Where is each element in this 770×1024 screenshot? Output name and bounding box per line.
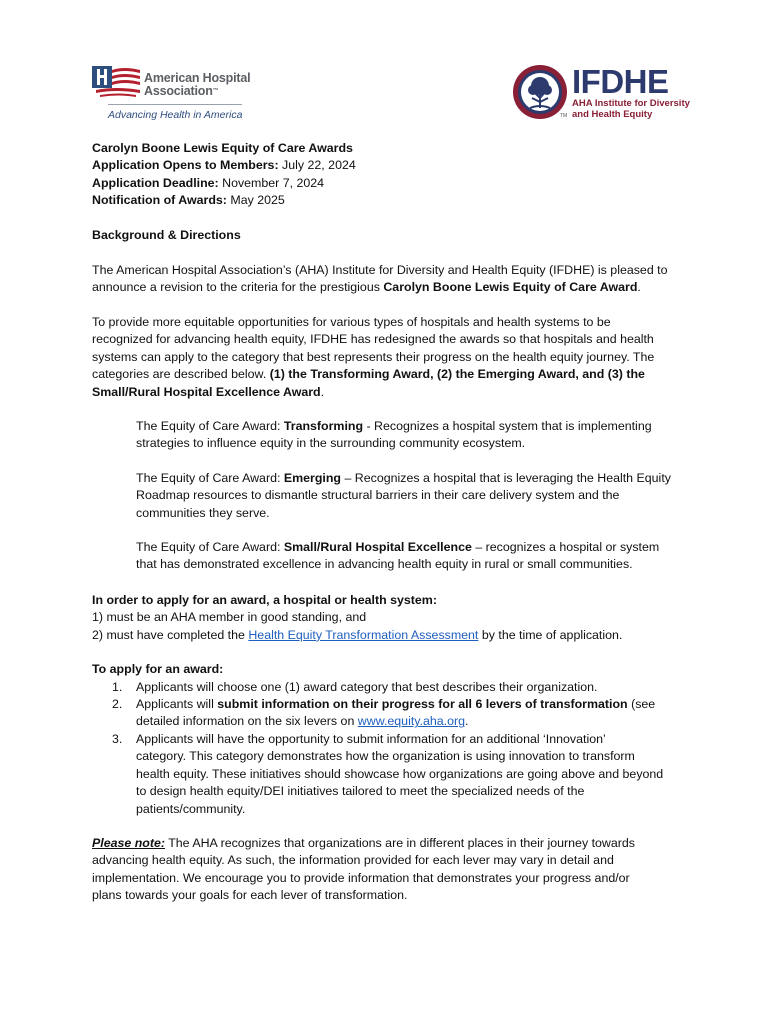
eligibility-item-2-text: 2) must have completed the <box>92 627 245 642</box>
eligibility-item-2 <box>92 627 692 644</box>
category-small-rural <box>136 539 676 574</box>
please-note-paragraph <box>92 835 692 905</box>
eligibility-item-2-tail: by the time of application. <box>481 627 623 642</box>
background-paragraph-2 <box>92 314 692 401</box>
apply-item-1-number: 1. <box>112 680 123 694</box>
apply-item-2-see: (see <box>631 697 656 711</box>
notification-of-awards <box>92 192 285 209</box>
transforming-prefix: The Equity of Care Award: <box>136 419 281 433</box>
category-emerging <box>136 470 676 522</box>
small-rural-name: Small/Rural Hospital Excellence <box>283 540 472 554</box>
aha-logo <box>92 62 252 124</box>
aha-h-flag-icon <box>92 64 142 98</box>
emerging-line1 <box>136 470 676 487</box>
background-heading: Background & Directions <box>92 228 241 242</box>
emerging-prefix: The Equity of Care Award: <box>136 471 281 485</box>
ifdhe-subtitle <box>572 98 690 120</box>
apply-item-3 <box>112 731 692 818</box>
p2-categories-list: (1) the Transforming Award, (2) the Emerging Award, and (3) the <box>269 367 645 382</box>
p2-small-rural-award: Small/Rural Hospital Excellence Award <box>92 384 321 399</box>
p2-line4-text: categories are described below. <box>92 367 267 382</box>
apply-item-2-period: . <box>465 714 469 729</box>
aha-trademark: ™ <box>212 88 219 94</box>
transforming-name: Transforming <box>283 419 364 433</box>
aha-divider <box>108 104 242 105</box>
p1-line1: The American Hospital Association’s (AHA) Institute for Diversity and Health Equity (IFDHE) is pleased to <box>92 263 668 277</box>
ifdhe-logo <box>512 64 692 124</box>
emerging-line2: Roadmap resources to dismantle structural barriers in their care delivery system and the <box>136 488 620 503</box>
tree-seal-icon <box>512 64 568 120</box>
equity-website-link[interactable]: www.equity.aha.org <box>357 714 466 729</box>
apply-item-3-line4: to design health equity/DEI initiatives tailored to meet the specialized needs of the <box>136 784 585 799</box>
deadline-label: Application Deadline: <box>92 176 219 190</box>
note-line1-text: The AHA recognizes that organizations are in different places in their journey towards <box>168 836 635 850</box>
p1-period: . <box>637 280 641 295</box>
eligibility-section <box>92 592 692 644</box>
apply-item-2-line2 <box>136 713 672 730</box>
aha-name-line2: Association <box>144 84 213 98</box>
deadline-value: November 7, 2024 <box>222 176 325 190</box>
p1-line2 <box>92 279 692 296</box>
ifdhe-subtitle-line1: AHA Institute for Diversity <box>572 98 690 109</box>
small-rural-prefix: The Equity of Care Award: <box>136 540 281 554</box>
award-title: Carolyn Boone Lewis Equity of Care Awards <box>92 141 353 155</box>
small-rural-line2: that has demonstrated excellence in advancing health equity in rural or small communities. <box>136 557 633 572</box>
note-line2: advancing health equity. As such, the information provided for each lever may vary in detail and <box>92 853 614 868</box>
p2-period: . <box>320 384 325 399</box>
p1-award-name: Carolyn Boone Lewis Equity of Care Award <box>383 280 638 295</box>
apply-item-2-detail: detailed information on the six levers on <box>136 714 355 729</box>
apply-item-2-number: 2. <box>112 697 123 711</box>
p2-line5 <box>92 384 692 401</box>
small-rural-line1 <box>136 539 676 556</box>
p2-line3: systems can apply to the category that best represents their progress on the health equity journey. The <box>92 349 655 364</box>
emerging-line3: communities they serve. <box>136 505 270 520</box>
category-transforming <box>136 418 676 453</box>
eligibility-item-1: 1) must be an AHA member in good standing, and <box>92 610 367 625</box>
p2-line1: To provide more equitable opportunities for various types of hospitals and health systems to be <box>92 315 611 329</box>
apply-heading: To apply for an award: <box>92 662 224 676</box>
ifdhe-trademark: TM <box>560 113 568 119</box>
notification-label: Notification of Awards: <box>92 193 227 207</box>
transforming-line1 <box>136 418 676 435</box>
apply-item-3-line3: health equity. These initiatives should showcase how organizations are going above and beyond <box>136 766 664 781</box>
transforming-desc: - Recognizes a hospital system that is implementing <box>366 419 652 433</box>
opens-value: July 22, 2024 <box>282 158 356 172</box>
emerging-desc: – Recognizes a hospital that is leveraging the Health Equity <box>344 471 671 485</box>
apply-item-2-line1 <box>136 696 672 713</box>
apply-item-1 <box>112 679 672 696</box>
apply-item-3-line1: Applicants will have the opportunity to submit information for an additional ‘Innovation’ <box>136 732 606 746</box>
p2-line2: recognized for advancing health equity, IFDHE has redesigned the awards so that hospitals and health <box>92 332 654 347</box>
notification-value: May 2025 <box>230 193 285 207</box>
emerging-name: Emerging <box>283 471 342 485</box>
apply-item-3-line5: patients/community. <box>136 801 246 816</box>
note-line4: plans towards your goals for each lever of transformation. <box>92 888 408 903</box>
apply-item-1-text: Applicants will choose one (1) award category that best describes their organization. <box>136 680 598 694</box>
opens-label: Application Opens to Members: <box>92 158 279 172</box>
apply-item-3-number: 3. <box>112 732 123 746</box>
application-deadline <box>92 175 324 192</box>
assessment-link[interactable]: Health Equity Transformation Assessment <box>248 627 479 642</box>
p1-line2-text: announce a revision to the criteria for the prestigious <box>92 280 380 295</box>
ifdhe-subtitle-line2: and Health Equity <box>572 109 653 120</box>
application-opens <box>92 157 356 174</box>
small-rural-desc: – recognizes a hospital or system <box>475 540 660 554</box>
ifdhe-wordmark: IFDHE <box>572 63 669 100</box>
apply-item-2 <box>112 696 672 731</box>
note-label: Please note: <box>92 836 165 850</box>
p2-line4 <box>92 366 692 383</box>
apply-item-2-lead: Applicants will <box>136 697 214 711</box>
aha-name-line1: American Hospital <box>144 71 251 85</box>
aha-name <box>144 72 250 98</box>
transforming-line2: strategies to influence equity in the surrounding community ecosystem. <box>136 436 526 451</box>
eligibility-heading: In order to apply for an award, a hospital or health system: <box>92 593 437 607</box>
aha-tagline: Advancing Health in America <box>108 109 243 121</box>
background-paragraph-1 <box>92 262 692 297</box>
apply-item-3-line2: category. This category demonstrates how the organization is using innovation to transform <box>136 749 635 764</box>
note-line1 <box>92 835 692 852</box>
note-line3: implementation. We encourage you to provide information that demonstrates your progress and/or <box>92 870 630 885</box>
apply-item-2-bold: submit information on their progress for all 6 levers of transformation <box>217 697 628 711</box>
